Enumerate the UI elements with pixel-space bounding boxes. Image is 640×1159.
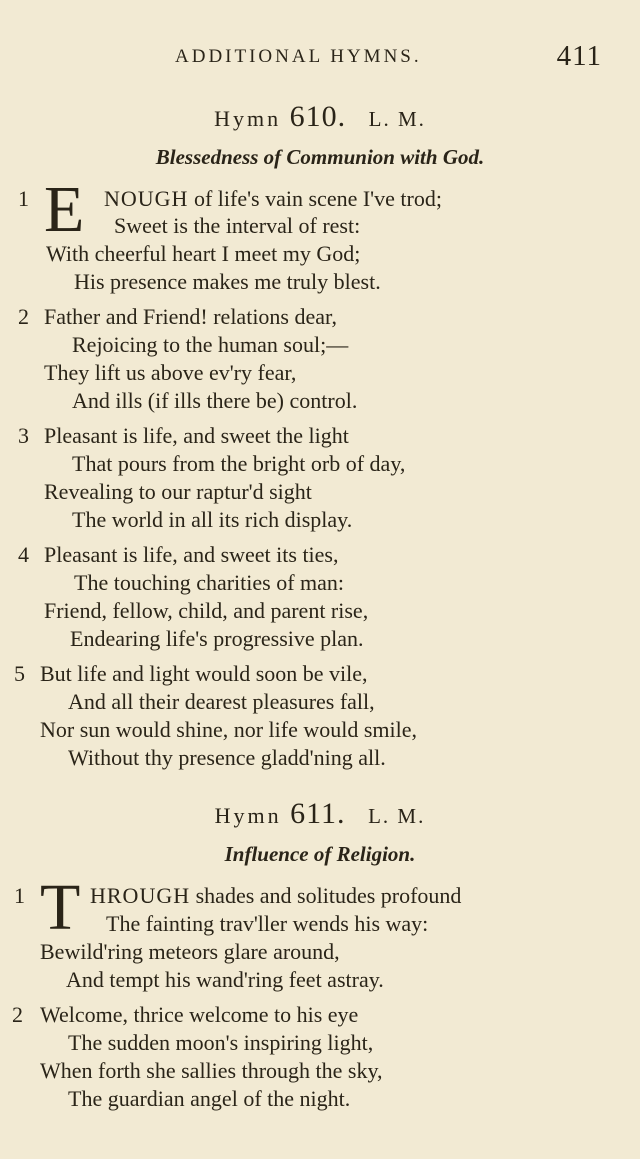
verse-line: The guardian angel of the night. bbox=[68, 1086, 351, 1111]
stanza-number: 4 bbox=[18, 542, 29, 567]
running-head: ADDITIONAL HYMNS. bbox=[175, 46, 422, 67]
verse-line: Sweet is the interval of rest: bbox=[114, 213, 361, 238]
verse-line: The fainting trav'ller wends his way: bbox=[106, 911, 429, 936]
first-line-tail: shades and solitudes profound bbox=[190, 883, 462, 908]
dropcap-rest: NOUGH bbox=[104, 186, 189, 211]
hymn-subtitle: Blessedness of Communion with God. bbox=[155, 145, 485, 169]
verse-line: When forth she sallies through the sky, bbox=[40, 1058, 383, 1083]
verse-line: Bewild'ring meteors glare around, bbox=[40, 939, 340, 964]
verse-line: His presence makes me truly blest. bbox=[74, 269, 381, 294]
hymn-title bbox=[0, 100, 640, 134]
hymn-subtitle: Influence of Religion. bbox=[224, 842, 416, 866]
dropcap-rest: HROUGH bbox=[90, 883, 191, 908]
verse-line: The touching charities of man: bbox=[74, 570, 345, 595]
verse-line: But life and light would soon be vile, bbox=[40, 661, 368, 686]
hymn-meter: L. M. bbox=[368, 107, 426, 131]
drop-cap: T bbox=[40, 871, 81, 944]
verse-line: With cheerful heart I meet my God; bbox=[46, 241, 361, 266]
stanza-number: 2 bbox=[12, 1002, 23, 1027]
verse-line bbox=[104, 185, 442, 212]
verse-line: And ills (if ills there be) control. bbox=[72, 388, 358, 413]
verse-line: The sudden moon's inspiring light, bbox=[68, 1030, 374, 1055]
verse-line: Without thy presence gladd'ning all. bbox=[68, 745, 386, 770]
verse-line: Welcome, thrice welcome to his eye bbox=[40, 1002, 359, 1027]
verse-line: That pours from the bright orb of day, bbox=[72, 451, 406, 476]
hymn-number: 611. bbox=[290, 797, 346, 830]
verse-line: The world in all its rich display. bbox=[72, 507, 353, 532]
drop-cap: E bbox=[44, 173, 85, 246]
hymn-title bbox=[0, 797, 640, 831]
stanza-number: 3 bbox=[18, 423, 29, 448]
verse-line: Rejoicing to the human soul;— bbox=[72, 332, 349, 357]
verse-line: And all their dearest pleasures fall, bbox=[68, 689, 375, 714]
hymn-number: 610. bbox=[289, 100, 347, 133]
hymn-word: Hymn bbox=[214, 106, 282, 131]
verse-line: Father and Friend! relations dear, bbox=[44, 304, 337, 329]
verse-line: Pleasant is life, and sweet its ties, bbox=[44, 542, 339, 567]
verse-line: Friend, fellow, child, and parent rise, bbox=[44, 598, 369, 623]
stanza-number: 1 bbox=[18, 186, 29, 211]
page-number: 411 bbox=[556, 40, 602, 72]
verse-line: And tempt his wand'ring feet astray. bbox=[66, 967, 384, 992]
stanza-number: 1 bbox=[14, 883, 25, 908]
verse-line: Endearing life's progressive plan. bbox=[70, 626, 364, 651]
hymn-meter: L. M. bbox=[368, 804, 426, 828]
verse-line: Pleasant is life, and sweet the light bbox=[44, 423, 349, 448]
hymn-word: Hymn bbox=[214, 803, 282, 828]
verse-line: They lift us above ev'ry fear, bbox=[44, 360, 297, 385]
verse-line: Nor sun would shine, nor life would smile, bbox=[40, 717, 418, 742]
verse-line: Revealing to our raptur'd sight bbox=[44, 479, 312, 504]
stanza-number: 5 bbox=[14, 661, 25, 686]
first-line-tail: of life's vain scene I've trod; bbox=[188, 186, 442, 211]
verse-line bbox=[90, 882, 461, 909]
stanza-number: 2 bbox=[18, 304, 29, 329]
